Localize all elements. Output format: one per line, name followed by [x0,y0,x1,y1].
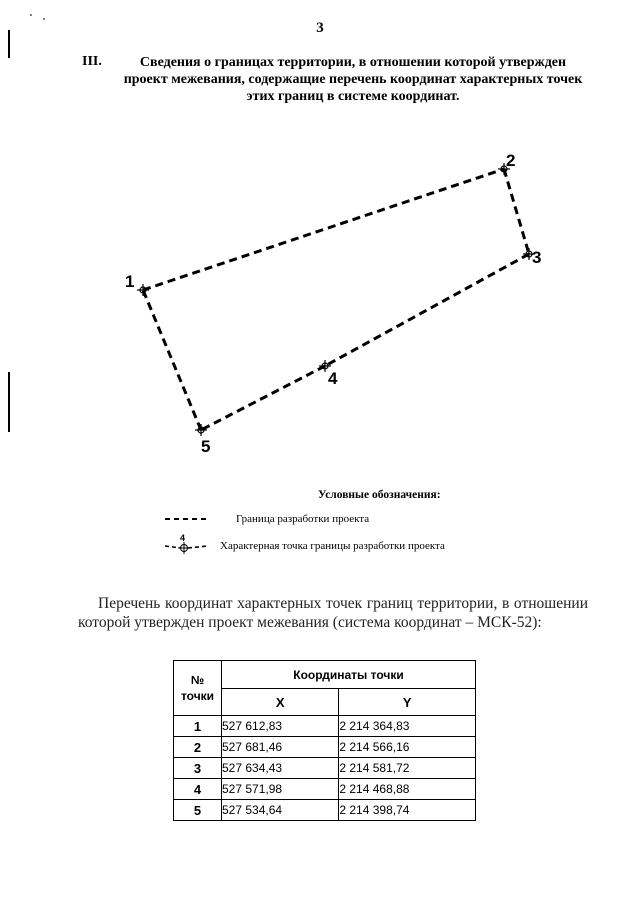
legend-boundary-label: Граница разработки проекта [236,513,370,525]
point-label-4: 4 [328,369,338,388]
boundary-segment-3-4 [325,254,529,366]
cell-x: 527 634,43 [222,758,339,779]
boundary-segment-2-3 [504,169,529,254]
table-row [174,779,476,800]
cell-y: 2 214 364,83 [339,716,476,737]
column-header-number-sign: № [190,673,205,687]
point-label-2: 2 [506,151,516,170]
section-number: III. [82,54,102,69]
cell-y: 2 214 581,72 [339,758,476,779]
point-label-5: 5 [201,437,211,456]
cell-x: 527 571,98 [222,779,339,800]
coordinates-intro-text: Перечень координат характерных точек границ территории, в отношении которой утвержден проект межевания (система координат – МСК-52): [78,595,588,631]
cell-x: 527 681,46 [222,737,339,758]
cell-point-id: 1 [174,716,222,737]
column-header-y: Y [339,689,476,716]
cell-point-id: 4 [174,779,222,800]
point-marker-1 [137,284,149,296]
column-header-point-number [174,661,222,716]
column-header-coordinates: Координаты точки [222,661,476,689]
boundary-segment-1-2 [143,169,504,290]
column-header-x: X [222,689,339,716]
page-number: 3 [316,20,324,36]
boundary-segment-5-1 [143,290,201,430]
cell-y: 2 214 566,16 [339,737,476,758]
point-marker-5 [195,424,207,436]
cell-x: 527 612,83 [222,716,339,737]
boundary-segment-4-5 [201,366,325,430]
cell-y: 2 214 398,74 [339,800,476,821]
section-title: Сведения о границах территории, в отношении которой утвержден проект межевания, содержащие перечень координат характерных точек этих границ в системе координат. [123,55,583,104]
column-header-point-word: точки [180,689,215,703]
cell-y: 2 214 468,88 [339,779,476,800]
legend-title: Условные обозначения: [318,489,441,501]
table-row [174,716,476,737]
table-row [174,758,476,779]
coordinates-table [173,660,476,821]
table-row [174,800,476,821]
point-label-3: 3 [532,248,542,267]
boundary-polygon [143,169,529,430]
legend-point-symbol [165,542,208,554]
legend-point-number: 4 [180,533,186,543]
point-label-1: 1 [125,272,135,291]
cell-point-id: 5 [174,800,222,821]
cell-point-id: 3 [174,758,222,779]
cell-point-id: 2 [174,737,222,758]
cell-x: 527 534,64 [222,800,339,821]
table-row [174,737,476,758]
legend-point-label: Характерная точка границы разработки проекта [220,540,445,552]
